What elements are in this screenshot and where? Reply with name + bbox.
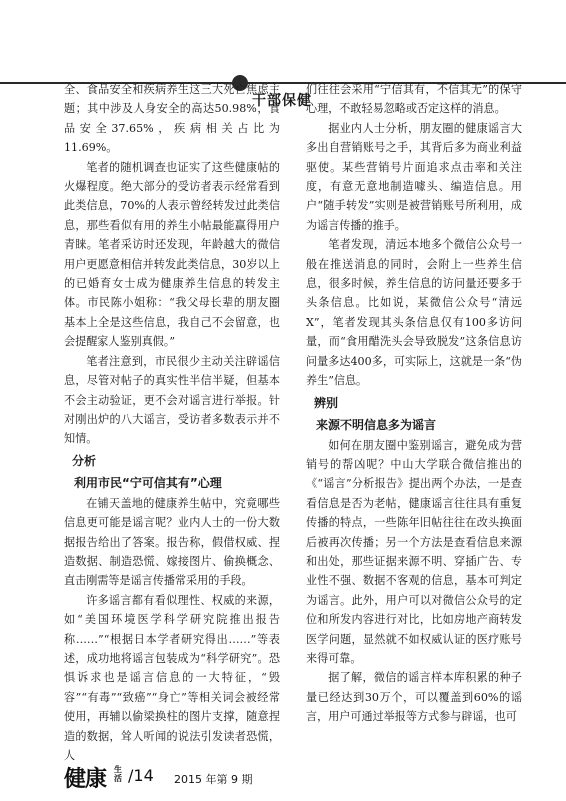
section-heading: 辨别 [314, 395, 339, 410]
paragraph: 们往往会采用“宁信其有，不信其无”的保守心理，不敢轻易忽略或否定这样的消息。 [306, 83, 522, 116]
paragraph: 据了解，微信的谣言样本库积累的种子量已经达到30万个，可以覆盖到60%的谣言，用户可通过举报等方式参与辟谣，也可 [306, 671, 522, 724]
magazine-logo: 健康 [64, 767, 107, 792]
section-title: 干部保健 [252, 93, 312, 109]
page-footer [64, 762, 364, 790]
paragraph: 笔者发现，清远本地多个微信公众号一般在推送消息的同时，会附上一些养生信息，很多时候，养生信息的访问量还要多于头条信息。比如说，某微信公众号“清远X”，笔者发现其头条信息仅有100多访问量，而“食用醋洗头会导致脱发”这条信息访问量多达400多，可实际上，这就是一条“伪养生”信息。 [306, 238, 522, 388]
article-body [64, 80, 528, 762]
subsection-heading: 利用市民“宁可信其有”心理 [74, 475, 222, 490]
magazine-logo-suffix: 生活 [114, 765, 122, 783]
section-heading: 分析 [72, 453, 97, 468]
right-column [306, 80, 522, 748]
paragraph: 笔者的随机调查也证实了这些健康帖的火爆程度。绝大部分的受访者表示经常看到此类信息，70%的人表示曾经转发过此类信息，那些看似有用的养生小帖最能赢得用户青睐。笔者采访时还发现，年龄越大的微信用户更愿意相信并转发此类信息，30岁以上的已婚育女士成为健康养生信息的转发主体。市民陈小姐称：“我父母长辈的朋友圈基本上全是这些信息，我自己不会留意，也会提醒家人鉴别真假。” [64, 160, 280, 349]
issue-label: 2015 年第 9 期 [174, 773, 253, 786]
left-column [64, 80, 280, 762]
subsection-heading: 来源不明信息多为谣言 [316, 417, 437, 432]
paragraph: 如何在朋友圈中鉴别谣言，避免成为营销号的帮凶呢？中山大学联合微信推出的《“谣言”分析报告》提出两个办法，一是查看信息是否为老帖，健康谣言往往具有重复传播的特点，一些陈年旧帖往往在改头换面后被再次传播；另一个方法是查看信息来源和出处，那些证据来源不明、穿插广告、专业性不强、数据不客观的信息，基本可判定为谣言。此外，用户可以对微信公众号的定位和所发内容进行对比，比如房地产商转发医学问题，显然就不如权威认证的医疗账号来得可靠。 [306, 438, 522, 665]
paragraph: 据业内人士分析，朋友圈的健康谣言大多出自营销账号之手，其背后多为商业利益驱使。某些营销号片面追求点击率和关注度，有意无意地制造噱头、编造信息。用户“随手转发”实则是被营销账号所利用，成为谣言传播的推手。 [306, 121, 522, 232]
paragraph: 许多谣言都有看似理性、权威的来源，如“美国环境医学科学研究院推出报告称……”“根据日本学者研究得出……”等表述，成功地将谣言包装成为“科学研究”。恐惧诉求也是谣言信息的一大特征，“毁容”“有毒”“致癌”“身亡”等相关词会被经常使用，再辅以偷梁换柱的图片支撑，随意捏造的数据，耸人听闻的说法引发读者恐慌，人 [64, 593, 280, 762]
paragraph: 全、食品安全和疾病养生这三大死亡焦虑主题；其中涉及人身安全的高达50.98%，食品安全37.65%，疾病相关占比为11.69%。 [64, 83, 280, 155]
paragraph: 在铺天盖地的健康养生帖中，究竟哪些信息更可能是谣言呢？业内人士的一份大数据报告给出了答案。报告称，假借权威、捏造数据、制造恐慌、嫁接图片、偷换概念、直击刚需等是谣言传播常采用的手段。 [64, 496, 280, 588]
paragraph: 笔者注意到，市民很少主动关注辟谣信息，尽管对帖子的真实性半信半疑，但基本不会主动验证，更不会对谣言进行举报。针对刚出炉的八大谣言，受访者多数表示并不知情。 [64, 354, 280, 446]
page-number: /14 [128, 766, 154, 785]
